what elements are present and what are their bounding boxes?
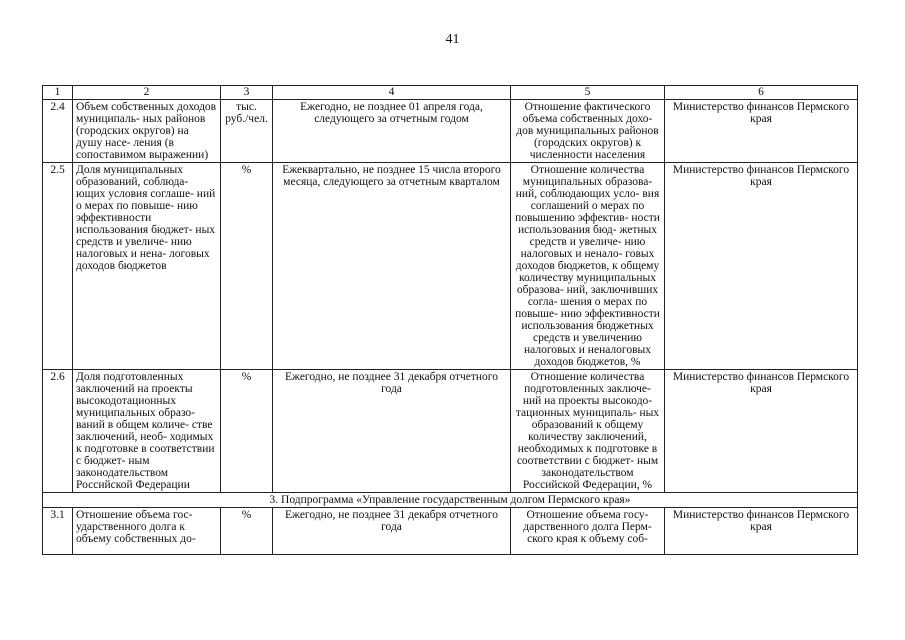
row-number: 2.4 (43, 100, 73, 163)
calculation-method: Отношение количества подготовленных заключе- ний на проекты высокодо- тационных муниципаль- ных образований к общему количеству заключений, необходимых к подготовке в соответствии с бюджет- ным законодательством Российской Федерации, % (511, 370, 665, 493)
indicator-name-text: Отношение объема гос- ударственного долга к объему собственных до- (76, 509, 196, 545)
unit: % (221, 508, 273, 555)
responsible-body: Министерство финансов Пермского края (665, 100, 858, 163)
reporting-period: Ежегодно, не позднее 31 декабря отчетного года (273, 370, 511, 493)
indicator-name (73, 508, 221, 555)
table-row (43, 508, 858, 555)
reporting-period: Ежеквартально, не позднее 15 числа второго месяца, следующего за отчетным кварталом (273, 163, 511, 370)
header-cell: 1 (43, 86, 73, 100)
table-header-row (43, 86, 858, 100)
indicator-name: Доля муниципальных образований, соблюда- ющих условия соглаше- ний о мерах по повыше- нию эффективности использования бюджет- ных средств и увеличе- нию налоговых и нена- логовых доходов бюджетов (73, 163, 221, 370)
unit: тыс. руб./чел. (221, 100, 273, 163)
header-cell: 3 (221, 86, 273, 100)
row-number: 3.1 (43, 508, 73, 555)
calculation-method-text: Отношение объема госу- дарственного долга Перм- ского края к объему соб- (523, 509, 652, 545)
section-title: 3. Подпрограмма «Управление государственным долгом Пермского края» (43, 493, 858, 508)
reporting-period: Ежегодно, не позднее 01 апреля года, следующего за отчетным годом (273, 100, 511, 163)
section-row (43, 493, 858, 508)
calculation-method (511, 508, 665, 555)
indicator-name: Объем собственных доходов муниципаль- ных районов (городских округов) на душу насе- ления (в сопоставимом выражении) (73, 100, 221, 163)
indicators-table (42, 85, 858, 555)
header-cell: 2 (73, 86, 221, 100)
responsible-body: Министерство финансов Пермского края (665, 508, 858, 555)
calculation-method: Отношение количества муниципальных образова- ний, соблюдающих усло- вия соглашений о мерах по повышению эффектив- ности использования бюд- жетных средств и увеличе- нию налоговых и ненало- говых доходов бюджетов, к общему количеству муниципальных образова- ний, заключивших согла- шения о мерах по повыше- нию эффективности использования бюджетных средств и увеличению налоговых и неналоговых доходов бюджетов, % (511, 163, 665, 370)
indicator-name: Доля подготовленных заключений на проекты высокодотационных муниципальных образо- ваний в общем количе- стве заключений, необ- ходимых к подготовке в соответствии с бюджет- ным законодательством Российской Федерации (73, 370, 221, 493)
row-number: 2.6 (43, 370, 73, 493)
page-number: 41 (445, 32, 460, 47)
header-cell: 4 (273, 86, 511, 100)
header-cell: 6 (665, 86, 858, 100)
unit: % (221, 370, 273, 493)
header-cell: 5 (511, 86, 665, 100)
unit: % (221, 163, 273, 370)
table-row (43, 163, 858, 370)
responsible-body: Министерство финансов Пермского края (665, 163, 858, 370)
table-row (43, 100, 858, 163)
responsible-body: Министерство финансов Пермского края (665, 370, 858, 493)
table-row (43, 370, 858, 493)
row-number: 2.5 (43, 163, 73, 370)
calculation-method: Отношение фактического объема собственных дохо- дов муниципальных районов (городских округов) к численности населения (511, 100, 665, 163)
reporting-period: Ежегодно, не позднее 31 декабря отчетного года (273, 508, 511, 555)
